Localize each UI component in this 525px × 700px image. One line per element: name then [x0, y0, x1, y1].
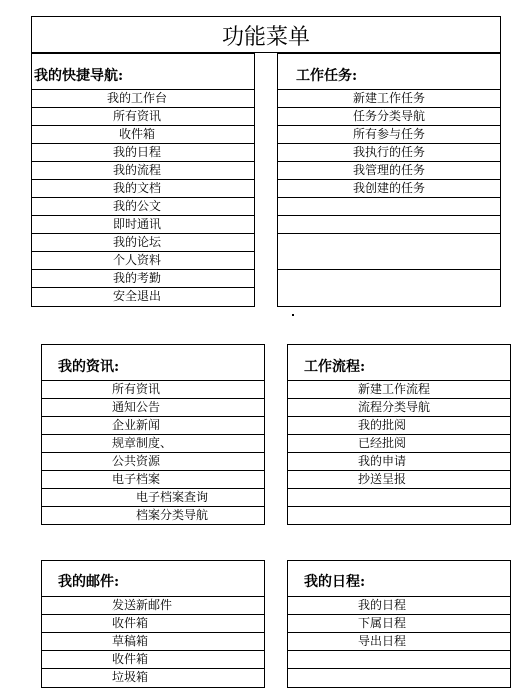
nav-item-logout[interactable]: 安全退出 [112, 289, 161, 303]
nav-item-all-news[interactable]: 所有资讯 [112, 109, 161, 123]
nav-item-forum[interactable]: 我的论坛 [112, 235, 161, 249]
mail-item-compose[interactable]: 发送新邮件 [42, 597, 264, 615]
task-item-executing[interactable]: 我执行的任务 [278, 144, 500, 162]
news-item-rules[interactable]: 规章制度、 [42, 435, 264, 453]
page-title: 功能菜单 [221, 25, 310, 50]
news-header: 我的资讯: [42, 345, 264, 381]
mail-item-trash[interactable]: 垃圾箱 [112, 670, 149, 684]
schedule-item-mine[interactable]: 我的日程 [288, 597, 510, 615]
tasks-panel [277, 53, 501, 307]
news-item-resources[interactable]: 公共资源 [42, 453, 264, 471]
page-title-box [31, 16, 501, 53]
task-empty-row [278, 270, 500, 306]
news-item-notices[interactable]: 通知公告 [42, 399, 264, 417]
flow-empty-row [288, 507, 510, 525]
flow-item-new[interactable]: 新建工作流程 [288, 381, 510, 399]
nav-item-schedule[interactable]: 我的日程 [112, 145, 161, 159]
schedule-item-subordinates[interactable]: 下属日程 [288, 615, 510, 633]
mail-item-drafts[interactable]: 草稿箱 [42, 633, 264, 651]
nav-item-inbox[interactable]: 收件箱 [118, 127, 155, 141]
flow-panel [287, 344, 511, 525]
news-subitem-archive-categories[interactable]: 档案分类导航 [136, 508, 209, 522]
nav-item-attendance[interactable]: 我的考勤 [112, 271, 161, 285]
nav-item-documents[interactable]: 我的文档 [112, 181, 161, 195]
task-item-created[interactable]: 我创建的任务 [278, 180, 500, 198]
quick-nav-header: 我的快捷导航: [32, 54, 254, 90]
stray-dot [292, 314, 294, 316]
schedule-panel [287, 560, 511, 688]
mail-item-inbox[interactable]: 收件箱 [42, 615, 264, 633]
mail-header: 我的邮件: [42, 561, 264, 597]
quick-nav-panel [31, 53, 255, 307]
news-item-company[interactable]: 企业新闻 [42, 417, 264, 435]
nav-item-workbench[interactable]: 我的工作台 [106, 91, 167, 105]
schedule-empty-row [288, 651, 510, 669]
schedule-item-export[interactable]: 导出日程 [288, 633, 510, 651]
news-item-all[interactable]: 所有资讯 [42, 381, 264, 399]
task-item-new[interactable]: 新建工作任务 [278, 90, 500, 108]
news-item-archives[interactable]: 电子档案 [42, 471, 264, 489]
flow-item-reviewed[interactable]: 已经批阅 [288, 435, 510, 453]
flow-item-my-review[interactable]: 我的批阅 [288, 417, 510, 435]
task-item-categories[interactable]: 任务分类导航 [278, 108, 500, 126]
news-panel [41, 344, 265, 525]
news-subitem-archive-search[interactable]: 电子档案查询 [42, 489, 264, 507]
flow-item-applications[interactable]: 我的申请 [288, 453, 510, 471]
schedule-header: 我的日程: [288, 561, 510, 597]
nav-item-profile[interactable]: 个人资料 [112, 253, 161, 267]
task-item-managing[interactable]: 我管理的任务 [278, 162, 500, 180]
task-empty-row [278, 216, 500, 234]
nav-item-im[interactable]: 即时通讯 [112, 217, 161, 231]
flow-item-cc-report[interactable]: 抄送呈报 [288, 471, 510, 489]
tasks-header: 工作任务: [278, 54, 500, 90]
mail-item-inbox-2[interactable]: 收件箱 [42, 651, 264, 669]
nav-item-flow[interactable]: 我的流程 [112, 163, 161, 177]
nav-item-official-docs[interactable]: 我的公文 [112, 199, 161, 213]
task-empty-row [278, 198, 500, 216]
task-empty-row [278, 234, 500, 270]
flow-empty-row [288, 489, 510, 507]
schedule-empty-row [288, 669, 510, 687]
flow-item-categories[interactable]: 流程分类导航 [288, 399, 510, 417]
mail-panel [41, 560, 265, 688]
task-item-participating[interactable]: 所有参与任务 [278, 126, 500, 144]
flow-header: 工作流程: [288, 345, 510, 381]
